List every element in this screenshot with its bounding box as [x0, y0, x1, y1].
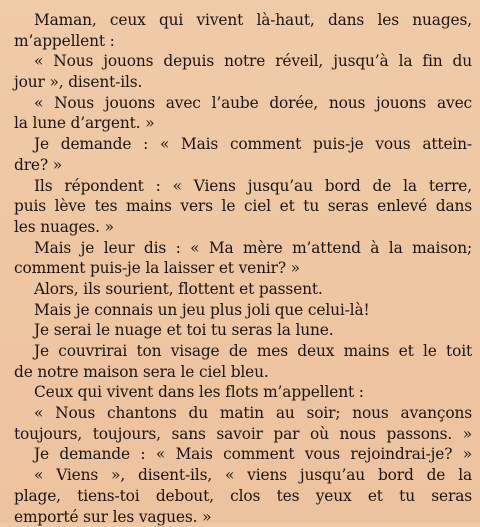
text-line: « Nous jouons avec l’aube dorée, nous jouons avec: [14, 93, 472, 114]
text-line: Mais je leur dis : « Ma mère m’attend à la maison;: [14, 238, 472, 259]
poem-text: [14, 10, 472, 527]
text-line: Ceux qui vivent dans les flots m’appellent :: [14, 382, 472, 403]
text-line: Maman, ceux qui vivent là-haut, dans les nuages,: [14, 10, 472, 31]
text-line: Ils répondent : « Viens jusqu’au bord de la terre,: [14, 176, 472, 197]
text-line: jour », disent-ils.: [14, 72, 472, 93]
text-line: les nuages. »: [14, 217, 472, 238]
text-line: Je demande : « Mais comment puis-je vous attein-: [14, 134, 472, 155]
text-line: « Nous chantons du matin au soir; nous avançons: [14, 403, 472, 424]
text-line: Mais je connais un jeu plus joli que celui-là!: [14, 300, 472, 321]
text-line: « Viens », disent-ils, « viens jusqu’au bord de la: [14, 465, 472, 486]
text-line: dre? »: [14, 155, 472, 176]
text-line: Je couvrirai ton visage de mes deux mains et le toit: [14, 341, 472, 362]
text-line: m’appellent :: [14, 31, 472, 52]
text-line: plage, tiens-toi debout, clos tes yeux et tu seras: [14, 486, 472, 507]
text-line: la lune d’argent. »: [14, 113, 472, 134]
text-line: de notre maison sera le ciel bleu.: [14, 362, 472, 383]
text-line: toujours, toujours, sans savoir par où nous passons. »: [14, 424, 472, 445]
text-line: « Nous jouons depuis notre réveil, jusqu’à la fin du: [14, 51, 472, 72]
text-line: puis lève tes mains vers le ciel et tu seras enlevé dans: [14, 196, 472, 217]
text-line: Je demande : « Mais comment vous rejoindrai-je? »: [14, 444, 472, 465]
text-line: Alors, ils sourient, flottent et passent.: [14, 279, 472, 300]
text-line: emporté sur les vagues. »: [14, 507, 472, 527]
text-line: Je serai le nuage et toi tu seras la lune.: [14, 320, 472, 341]
text-line: comment puis-je la laisser et venir? »: [14, 258, 472, 279]
